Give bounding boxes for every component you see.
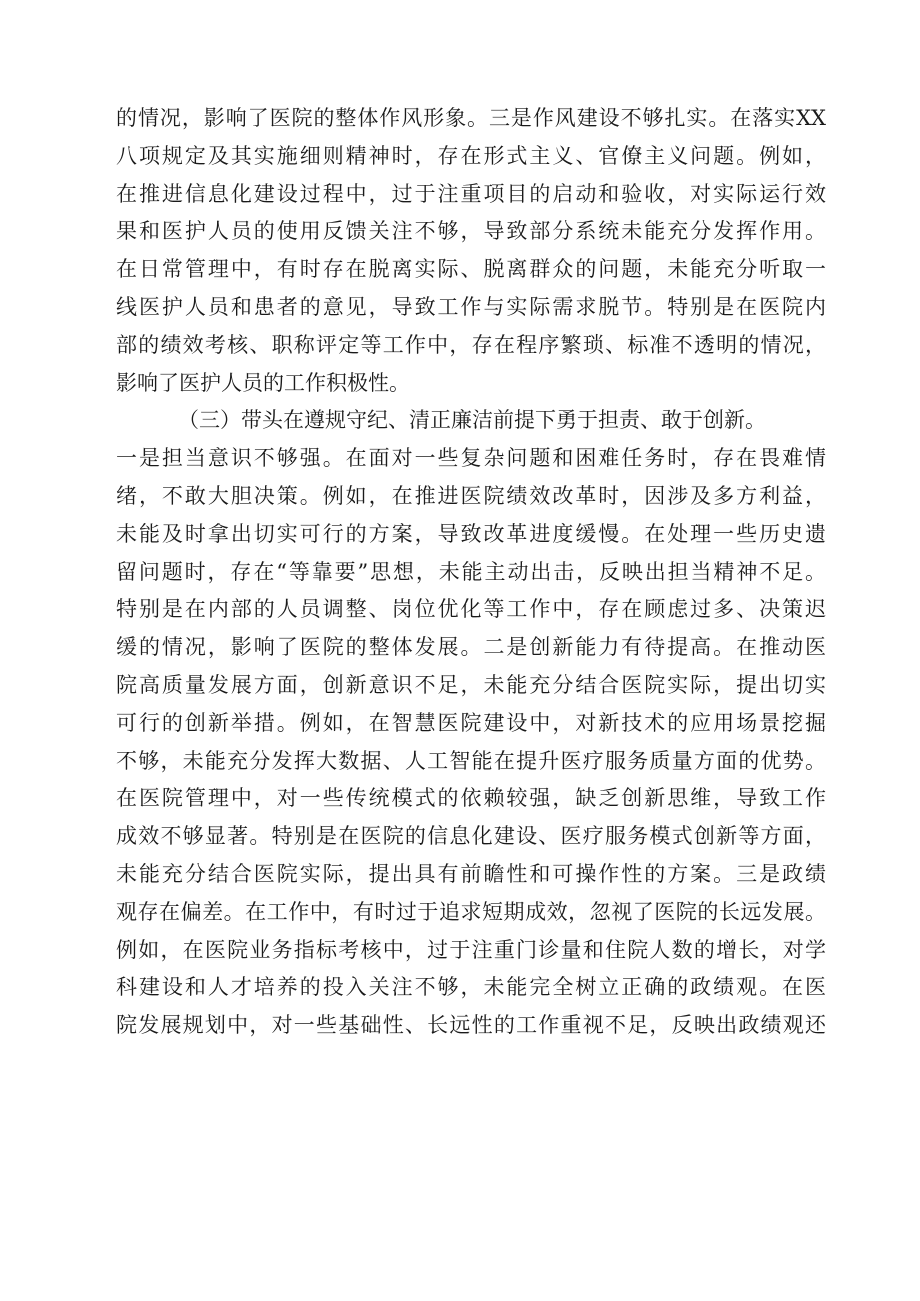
- text-line: 果和医护人员的使用反馈关注不够，导致部分系统未能充分发挥作用。: [116, 219, 826, 244]
- text-line: 留问题时，存在“等靠要”思想，未能主动出击，反映出担当精神不足。: [116, 559, 826, 584]
- text-line: 在医院管理中，对一些传统模式的依赖较强，缺乏创新思维，导致工作: [116, 786, 826, 811]
- text-line: 未能充分结合医院实际，提出具有前瞻性和可操作性的方案。三是政绩: [116, 861, 826, 886]
- text-line: 院发展规划中，对一些基础性、长远性的工作重视不足，反映出政绩观还: [116, 1013, 826, 1038]
- text-line: 在日常管理中，有时存在脱离实际、脱离群众的问题，未能充分听取一: [116, 257, 826, 282]
- text-line: 未能及时拿出切实可行的方案，导致改革进度缓慢。在处理一些历史遗: [116, 521, 826, 546]
- text-line: 绪，不敢大胆决策。例如，在推进医院绩效改革时，因涉及多方利益，: [116, 483, 826, 508]
- text-line: 缓的情况，影响了医院的整体发展。二是创新能力有待提高。在推动医: [116, 635, 826, 660]
- document-body: [116, 100, 826, 1045]
- text-line: 不够，未能充分发挥大数据、人工智能在提升医疗服务质量方面的优势。: [116, 748, 826, 773]
- text-line: 例如，在医院业务指标考核中，过于注重门诊量和住院人数的增长，对学: [116, 937, 826, 962]
- section-heading: （三）带头在遵规守纪、清正廉洁前提下勇于担责、敢于创新。: [178, 408, 766, 433]
- text-line: 可行的创新举措。例如，在智慧医院建设中，对新技术的应用场景挖掘: [116, 710, 826, 735]
- text-line: 特别是在内部的人员调整、岗位优化等工作中，存在顾虑过多、决策迟: [116, 597, 826, 622]
- text-line: 成效不够显著。特别是在医院的信息化建设、医疗服务模式创新等方面，: [116, 824, 826, 849]
- text-line: 在推进信息化建设过程中，过于注重项目的启动和验收，对实际运行效: [116, 181, 826, 206]
- text-line: 线医护人员和患者的意见，导致工作与实际需求脱节。特别是在医院内: [116, 294, 826, 319]
- text-line: 一是担当意识不够强。在面对一些复杂问题和困难任务时，存在畏难情: [116, 446, 826, 471]
- text-line: 科建设和人才培养的投入关注不够，未能完全树立正确的政绩观。在医: [116, 975, 826, 1000]
- text-line: 部的绩效考核、职称评定等工作中，存在程序繁琐、标准不透明的情况，: [116, 332, 826, 357]
- text-line: 影响了医护人员的工作积极性。: [116, 370, 410, 395]
- text-line: 八项规定及其实施细则精神时，存在形式主义、官僚主义问题。例如，: [116, 143, 826, 168]
- text-line: 观存在偏差。在工作中，有时过于追求短期成效，忽视了医院的长远发展。: [116, 899, 826, 924]
- text-line: 院高质量发展方面，创新意识不足，未能充分结合医院实际，提出切实: [116, 672, 826, 697]
- text-line: 的情况，影响了医院的整体作风形象。三是作风建设不够扎实。在落实XX: [116, 106, 826, 130]
